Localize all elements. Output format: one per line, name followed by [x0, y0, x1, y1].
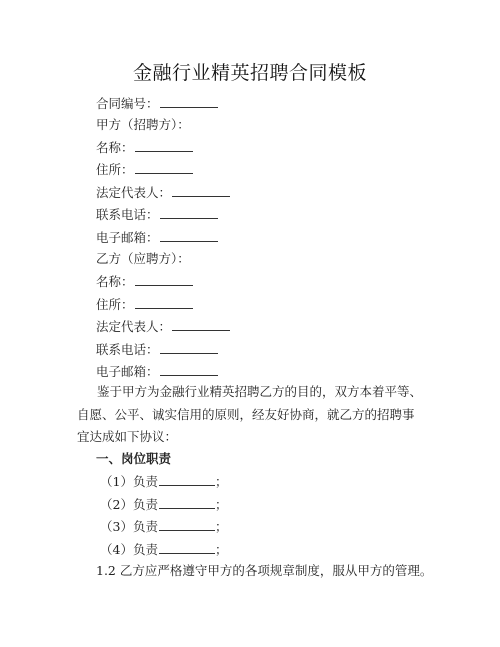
party-b-address-line — [96, 296, 193, 313]
duty-item-2-end: ； — [214, 497, 228, 512]
duty-item-4-label: （4）负责 — [100, 542, 158, 557]
party-a-address-blank — [135, 161, 193, 174]
duty-item-4 — [100, 541, 227, 558]
party-b-name-blank — [135, 273, 193, 286]
party-a-address-line — [96, 161, 193, 178]
party-a-phone-label: 联系电话： — [96, 207, 159, 222]
duty-item-1-label: （1）负责 — [100, 474, 158, 489]
duty-item-4-blank — [159, 541, 215, 554]
party-b-email-label: 电子邮箱： — [96, 364, 159, 379]
party-a-phone-line — [96, 206, 218, 223]
party-a-email-label: 电子邮箱： — [96, 230, 159, 245]
party-a-heading: 甲方（招聘方）： — [96, 117, 190, 132]
duty-item-2 — [100, 496, 227, 513]
duty-item-2-blank — [159, 496, 215, 509]
party-a-address-label: 住所： — [96, 162, 134, 177]
intro-paragraph: 鉴于甲方为金融行业精英招聘乙方的目的，双方本着平等、自愿、公平、诚实信用的原则，经友好协商，就乙方的招聘事宜达成如下协议： — [77, 384, 423, 444]
party-b-rep-blank — [172, 318, 230, 331]
party-b-phone-label: 联系电话： — [96, 342, 159, 357]
duty-item-1-end: ； — [214, 474, 228, 489]
party-a-email-line — [96, 229, 218, 246]
party-a-email-blank — [160, 229, 218, 242]
party-b-email-blank — [160, 363, 218, 376]
duty-item-1-blank — [159, 473, 215, 486]
duty-item-2-label: （2）负责 — [100, 497, 158, 512]
party-a-name-blank — [135, 139, 193, 152]
contract-number-line — [96, 95, 218, 112]
contract-number-blank — [160, 95, 218, 108]
document-title: 金融行业精英招聘合同模板 — [132, 62, 367, 84]
party-b-phone-line — [96, 341, 218, 358]
section-1-heading: 一、岗位职责 — [96, 451, 172, 466]
party-a-rep-label: 法定代表人： — [96, 185, 172, 200]
duty-item-3-blank — [159, 518, 215, 531]
contract-number-label: 合同编号： — [96, 96, 159, 111]
duty-item-1 — [100, 473, 227, 490]
party-a-phone-blank — [160, 206, 218, 219]
duty-item-3-end: ； — [214, 519, 228, 534]
duty-item-3 — [100, 518, 227, 535]
party-b-name-label: 名称： — [96, 274, 134, 289]
duty-item-3-label: （3）负责 — [100, 519, 158, 534]
party-b-phone-blank — [160, 341, 218, 354]
party-a-name-label: 名称： — [96, 140, 134, 155]
party-b-address-label: 住所： — [96, 297, 134, 312]
party-b-heading: 乙方（应聘方）： — [96, 251, 190, 266]
party-b-rep-line — [96, 318, 230, 335]
clause-1-2: 1.2 乙方应严格遵守甲方的各项规章制度，服从甲方的管理。 — [96, 563, 433, 578]
duty-item-4-end: ； — [214, 542, 228, 557]
party-a-name-line — [96, 139, 193, 156]
party-a-rep-line — [96, 184, 230, 201]
party-b-email-line — [96, 363, 218, 380]
party-a-rep-blank — [172, 184, 230, 197]
party-b-address-blank — [135, 296, 193, 309]
party-b-name-line — [96, 273, 193, 290]
party-b-rep-label: 法定代表人： — [96, 319, 172, 334]
